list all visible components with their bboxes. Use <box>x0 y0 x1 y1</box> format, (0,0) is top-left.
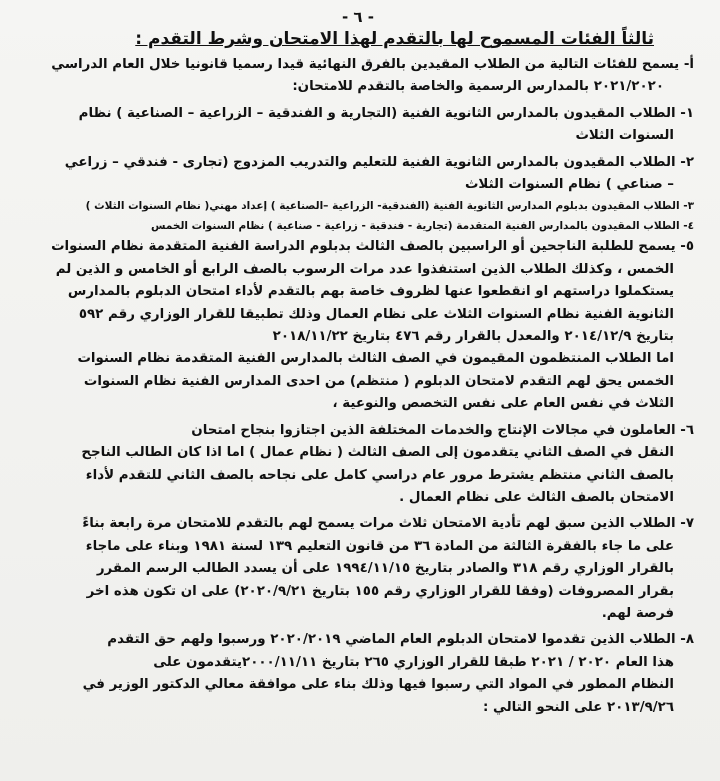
list-item-2: ٢- الطلاب المقيدون بالمدارس الثانوية الفنية للتعليم والتدريب المزدوج (تجارى - فندقي – زراعي <box>64 154 694 170</box>
text-line: الخمس يحق لهم التقدم لامتحان الدبلوم ( منتظم) من احدى المدارس الفنية نظام السنوات <box>83 373 674 389</box>
list-item-8: ٨- الطلاب الذين تقدموا لامتحان الدبلوم العام الماضي ٢٠٢٠/٢٠١٩ ورسبوا ولهم حق التقدم <box>107 632 694 648</box>
list-item-1: ١- الطلاب المقيدون بالمدارس الثانوية الفنية (التجارية و الفندقية – الزراعية – الصناعية ) نظام <box>78 105 694 121</box>
list-item-7: ٧- الطلاب الذين سبق لهم تأدية الامتحان ثلاث مرات يسمح لهم بالتقدم للامتحان مرة رابعة بناءً <box>82 516 694 532</box>
text-line: النظام المطور في المواد التي رسبوا فيها وذلك بناء على موافقة معالي الدكتور الوزير في <box>82 677 674 693</box>
text-line: السنوات الثلاث <box>575 128 674 144</box>
text-line: الثانوية الفنية نظام السنوات الثلاث على نظام العمال وذلك تطبيقا للقرار الوزاري رقم ٥٩٢ <box>78 306 674 322</box>
text-line: يستكملوا دراستهم او انقطعوا عنها لظروف خاصة بهم بالتقدم لأداء امتحان الدبلوم بالمدارس <box>67 284 674 300</box>
section-title: ثالثاً الفئات المسموح لها بالتقدم لهذا الامتحان وشرط التقدم : <box>135 29 654 49</box>
list-item-4: ٤- الطلاب المقيدون بالمدارس الفنية المتقدمة (تجارية - فندقية - زراعية - صناعية ) نظام السنوات الخمس <box>151 220 694 233</box>
list-item-5: ٥- يسمح للطلبة الناجحين أو الراسبين بالصف الثالث بدبلوم الدراسة الفنية المتقدمة نظام السنوات <box>51 239 694 255</box>
text-line: فرصة لهم. <box>601 605 674 621</box>
text-line: – صناعي ) نظام السنوات الثلاث <box>464 177 674 193</box>
text-line: النقل في الصف الثاني يتقدمون إلى الصف الثالث ( نظام عمال ) اما اذا كان الطالب الناجح <box>81 445 674 461</box>
text-line: بالصف الثاني منتظم يشترط مرور عام دراسي كامل على نجاحه بالصف الثاني للتقدم لأداء <box>85 467 674 483</box>
page-number: - ٦ - <box>341 8 375 26</box>
text-line: على ما جاء بالفقرة الثالثة من المادة ٣٦ من قانون التعليم ١٣٩ لسنة ١٩٨١ وبناء على ماجاء <box>85 538 674 554</box>
text-line: أ- يسمح للفئات التالية من الطلاب المقيدين بالفرق النهائية قيدا رسميا قانونيا خلال العام الدراسي <box>51 57 694 72</box>
text-line: الخمس ، وكذلك الطلاب الذين استنفذوا عدد مرات الرسوب بالصف الرابع أو الخامس و الذين لم <box>55 261 674 277</box>
list-item-6: ٦- العاملون في مجالات الإنتاج والخدمات المختلفة الذين اجتازوا بنجاح امتحان <box>191 422 694 438</box>
text-line: ٢٠١٣/٩/٢٦ على النحو التالي : <box>483 699 674 715</box>
text-line: بتاريخ ٢٠١٤/١٢/٩ والمعدل بالقرار رقم ٤٧٦ بتاريخ ٢٠١٨/١١/٢٢ <box>272 329 674 345</box>
text-line: الامتحان بالصف الثالث على نظام العمال . <box>399 489 674 505</box>
text-line: بقرار المصروفات (وفقا للقرار الوزاري رقم ١٥٥ بتاريخ ٢٠٢٠/٩/٢١) على ان تكون هذه اخر <box>86 583 674 599</box>
text-line: بالقرار الوزاري رقم ٣١٨ والصادر بتاريخ ١٩٩٤/١١/١٥ على أن يسدد الطالب الرسم المقرر <box>96 561 674 577</box>
text-line: ٢٠٢١/٢٠٢٠ بالمدارس الرسمية والخاصة بالتقدم للامتحان: <box>292 79 664 95</box>
text-line: الثلاث في نفس العام على نفس التخصص والنوعية ، <box>332 396 674 412</box>
text-line: هذا العام ٢٠٢٠ / ٢٠٢١ طبقا للقرار الوزاري ٢٦٥ بتاريخ ٢٠٠٠/١١/١١يتقدمون على <box>153 654 674 670</box>
list-item-3: ٣- الطلاب المقيدون بدبلوم المدارس الثانوية الفنية (الفندقية- الزراعية –الصناعية ) إعداد مهني( نظام السنوات الثلاث ) <box>85 200 694 213</box>
text-line: اما الطلاب المنتظمون المقيمون في الصف الثالث بالمدارس الفنية المتقدمة نظام السنوات <box>77 351 674 367</box>
